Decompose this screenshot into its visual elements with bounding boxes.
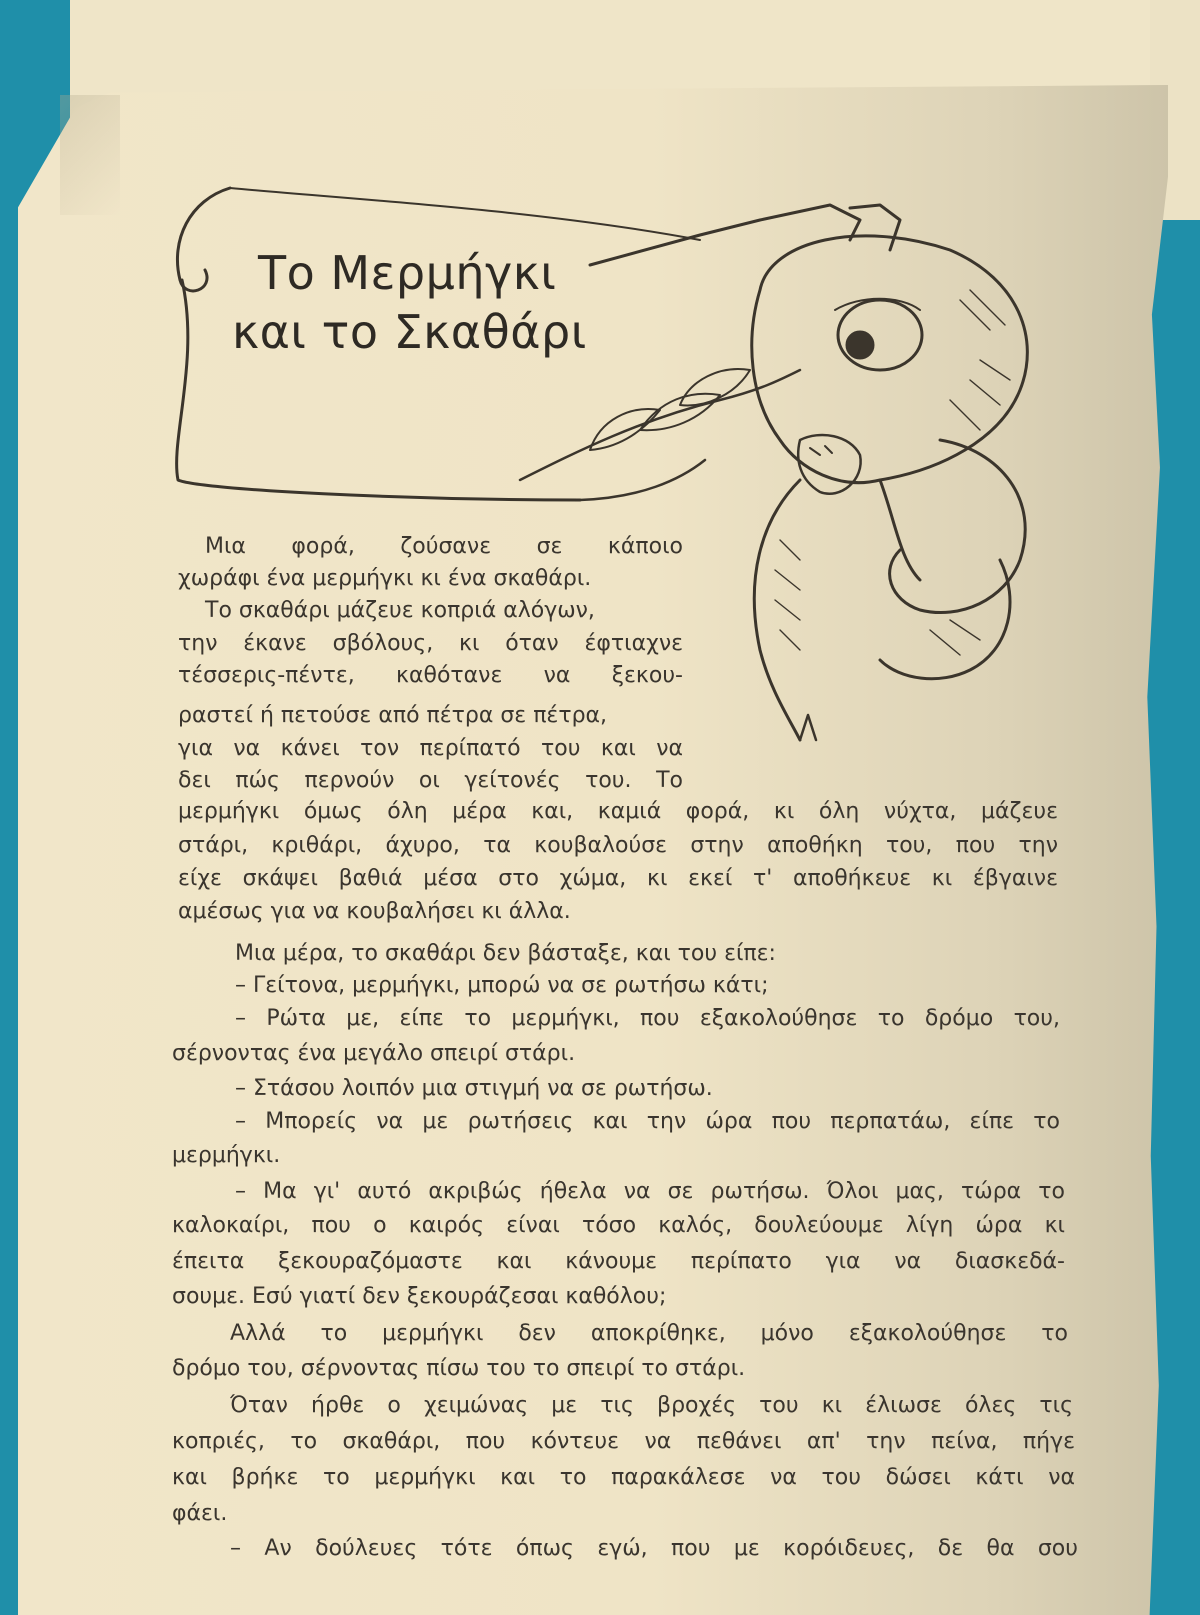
text-line: φάει. <box>172 1501 228 1526</box>
text-line: ραστεί ή πετούσε από πέτρα σε πέτρα, <box>178 703 608 728</box>
text-line: καλοκαίρι, που ο καιρός είναι τόσο καλός, δουλεύουμε λίγη ώρα κι <box>172 1213 1065 1238</box>
text-line: για να κάνει τον περίπατό του και να <box>178 736 683 761</box>
story-title-line-1: Το Μερμήγκι <box>258 246 557 300</box>
text-line: την έκανε σβόλους, κι όταν έφτιαχνε <box>178 631 683 656</box>
text-line: Μια φορά, ζούσανε σε κάποιο <box>205 534 683 559</box>
text-line: Αλλά το μερμήγκι δεν αποκρίθηκε, μόνο εξακολούθησε το <box>230 1321 1068 1346</box>
text-line: Όταν ήρθε ο χειμώνας με τις βροχές του κι έλιωσε όλες τις <box>230 1393 1073 1418</box>
text-line: Το σκαθάρι μάζευε κοπριά αλόγων, <box>205 598 595 623</box>
text-line: μερμήγκι. <box>172 1143 281 1168</box>
text-line: στάρι, κριθάρι, άχυρο, τα κουβαλούσε στην αποθήκη του, που την <box>178 833 1058 858</box>
text-line: χωράφι ένα μερμήγκι κι ένα σκαθάρι. <box>178 566 592 591</box>
text-line: – Ρώτα με, είπε το μερμήγκι, που εξακολούθησε το δρόμο του, <box>235 1006 1060 1031</box>
text-line: – Αν δούλευες τότε όπως εγώ, που με κορόιδευες, δε θα σου <box>230 1536 1078 1561</box>
text-line: δρόμο του, σέρνοντας πίσω του το σπειρί το στάρι. <box>172 1356 746 1381</box>
text-line: τέσσερις-πέντε, καθότανε να ξεκου- <box>178 663 683 688</box>
text-line: είχε σκάψει βαθιά μέσα στο χώμα, κι εκεί τ' αποθήκευε κι έβγαινε <box>178 866 1058 891</box>
text-line: δει πώς περνούν οι γείτονές του. Το <box>178 768 683 793</box>
text-line: αμέσως για να κουβαλήσει κι άλλα. <box>178 899 571 924</box>
text-line: – Στάσου λοιπόν μια στιγμή να σε ρωτήσω. <box>235 1076 713 1101</box>
text-line: Μια μέρα, το σκαθάρι δεν βάσταξε, και του είπε: <box>235 941 776 966</box>
text-line: έπειτα ξεκουραζόμαστε και κάνουμε περίπατο για να διασκεδά- <box>172 1249 1065 1274</box>
text-line: μερμήγκι όμως όλη μέρα και, καμιά φορά, κι όλη νύχτα, μάζευε <box>178 799 1058 824</box>
text-line: κοπριές, το σκαθάρι, που κόντευε να πεθάνει απ' την πείνα, πήγε <box>172 1429 1075 1454</box>
story-title-line-2: και το Σκαθάρι <box>232 305 587 359</box>
text-line: – Μα γι' αυτό ακριβώς ήθελα να σε ρωτήσω. Όλοι μας, τώρα το <box>235 1179 1065 1204</box>
text-line: – Γείτονα, μερμήγκι, μπορώ να σε ρωτήσω κάτι; <box>235 973 769 998</box>
text-line: – Μπορείς να με ρωτήσεις και την ώρα που περπατάω, είπε το <box>235 1109 1060 1134</box>
text-line: σέρνοντας ένα μεγάλο σπειρί στάρι. <box>172 1041 576 1066</box>
text-line: σουμε. Εσύ γιατί δεν ξεκουράζεσαι καθόλου; <box>172 1284 667 1309</box>
text-line: και βρήκε το μερμήγκι και το παρακάλεσε να του δώσει κάτι να <box>172 1465 1075 1490</box>
